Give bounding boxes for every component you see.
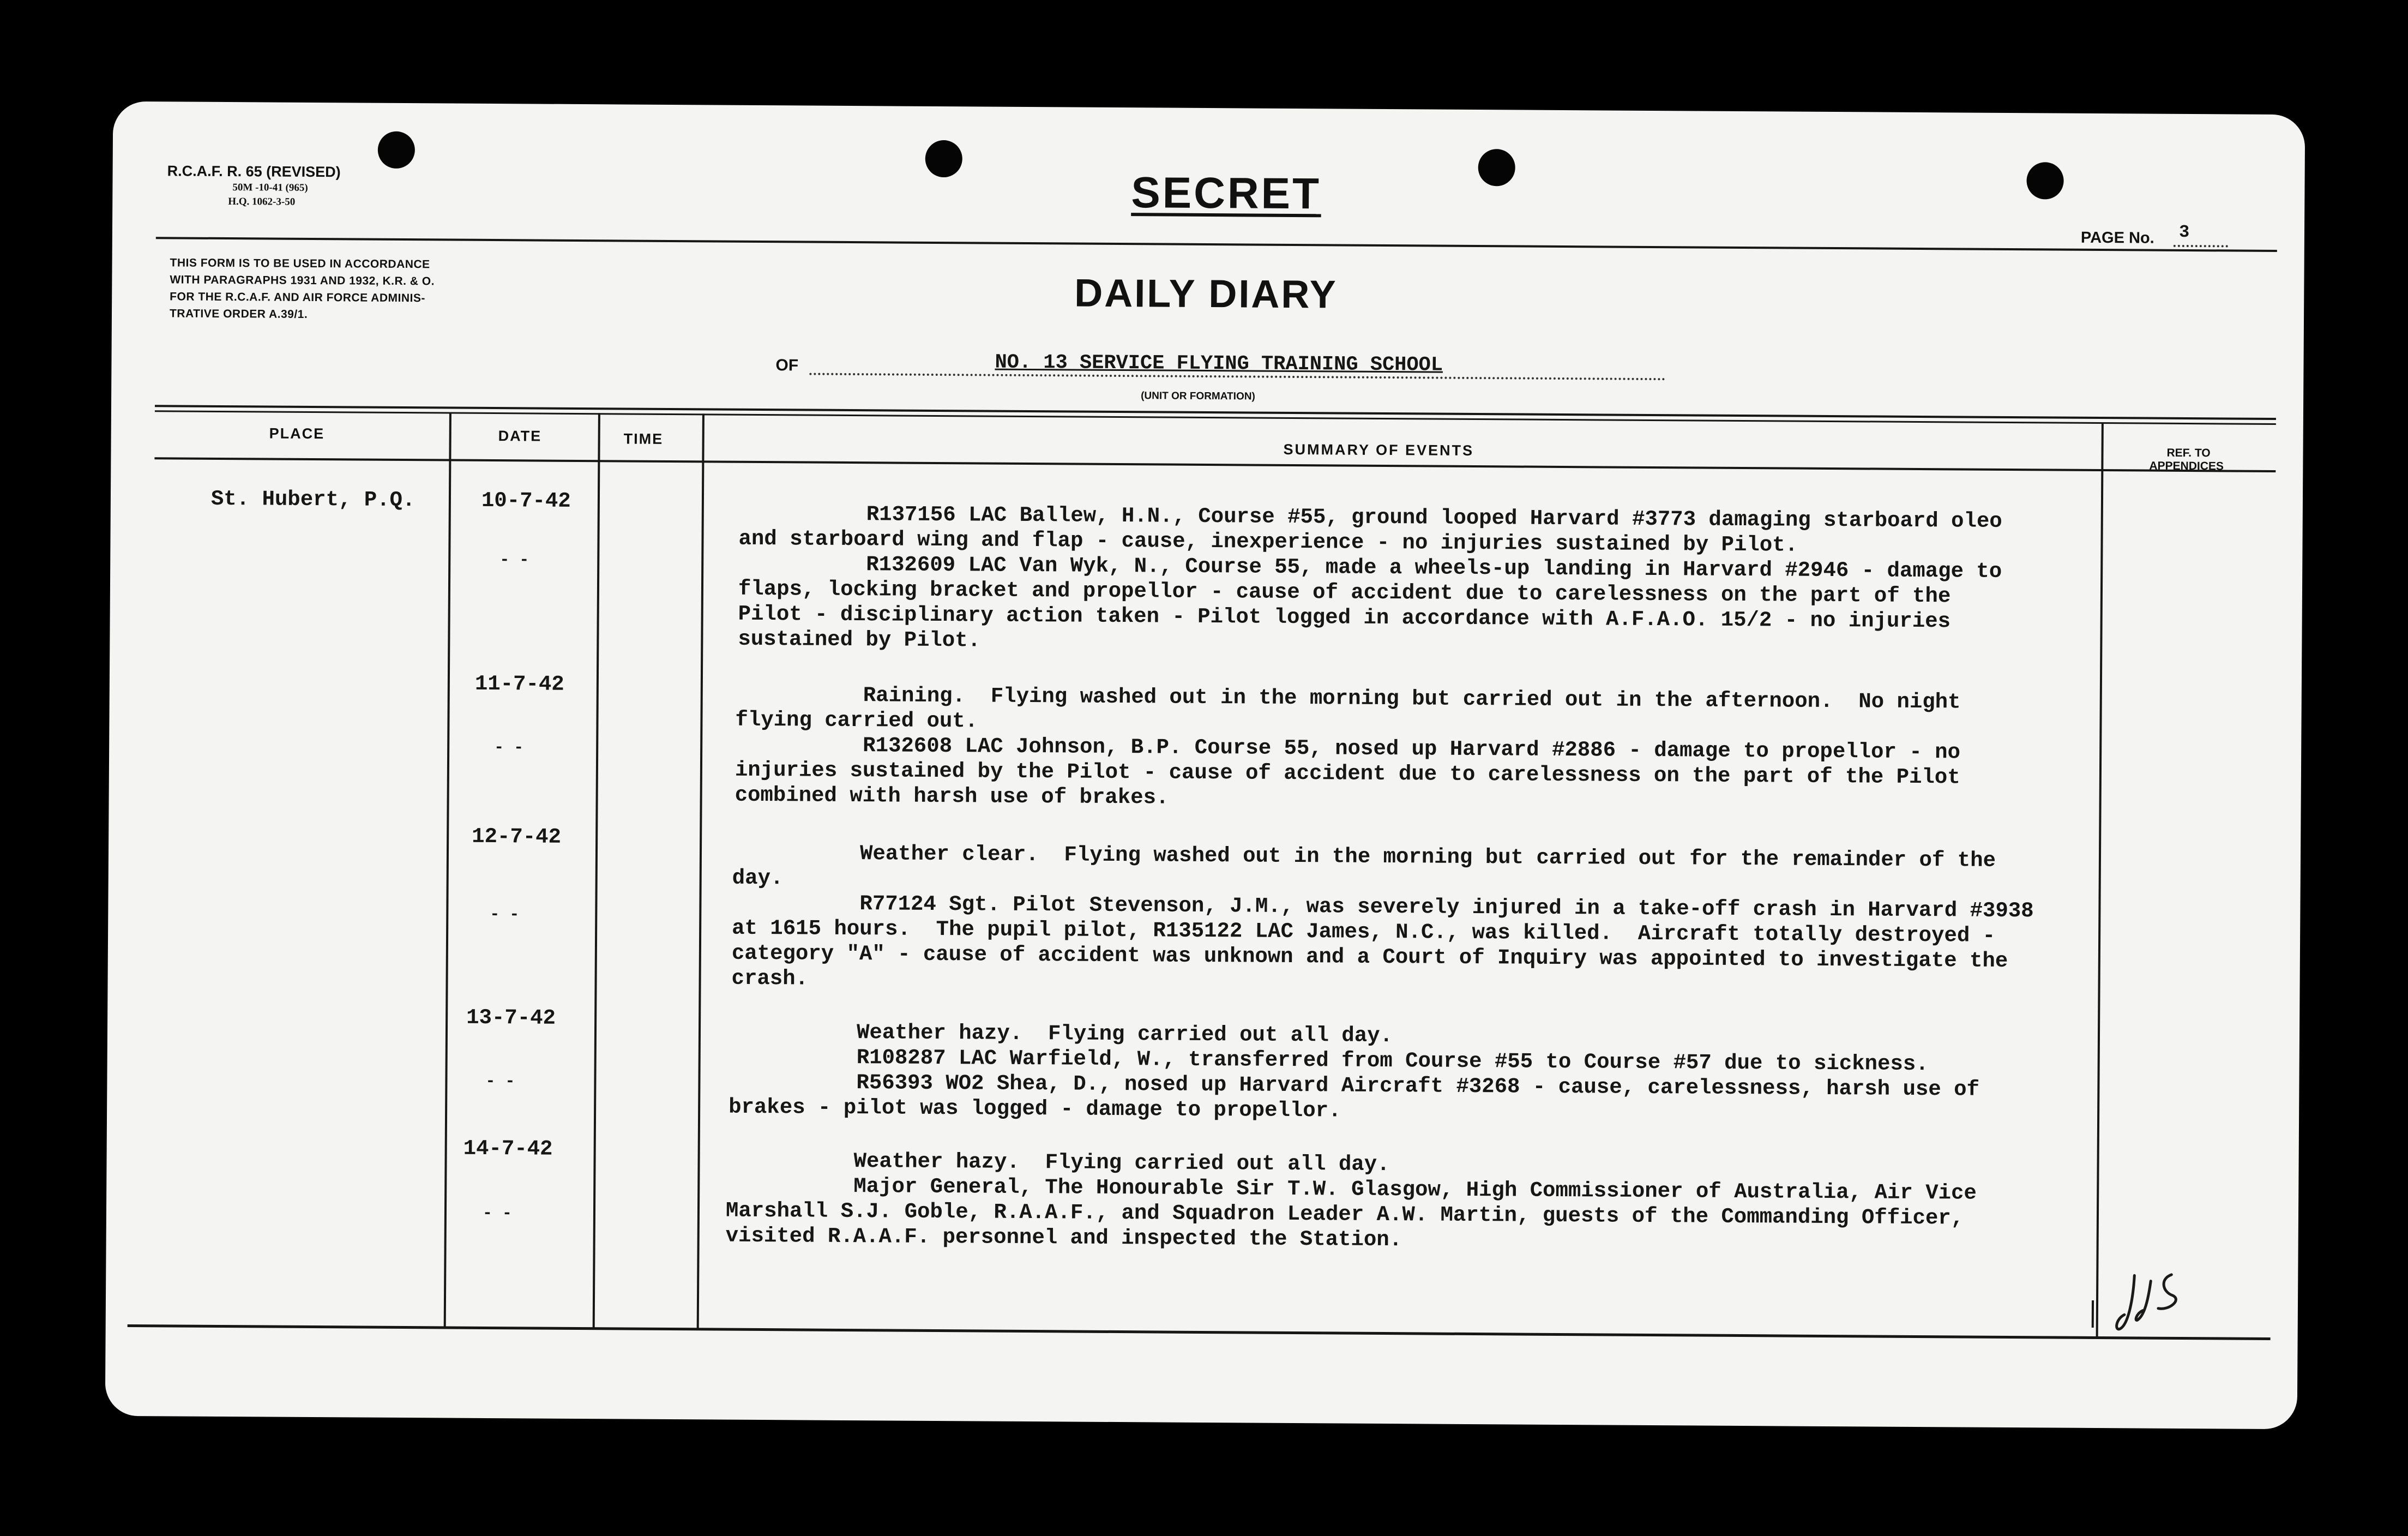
of-label: OF: [775, 356, 799, 375]
punch-hole: [1478, 149, 1515, 186]
date-cell: 11-7-42: [474, 671, 564, 697]
entry-line: day.: [732, 866, 784, 891]
entry-line: R77124 Sgt. Pilot Stevenson, J.M., was severely injured in a take-off crash in Harvard #3938: [732, 891, 2034, 923]
column-header-place: PLACE: [269, 425, 325, 442]
instruction-line: THIS FORM IS TO BE USED IN ACCORDANCE: [170, 256, 430, 271]
date-ditto: - -: [499, 551, 529, 570]
entry-line: combined with harsh use of brakes.: [735, 783, 1169, 810]
diary-entry: [738, 501, 2002, 659]
punch-hole: [925, 140, 962, 177]
entry-line: category "A" - cause of accident was unknown and a Court of Inquiry was appointed to investigate the: [731, 941, 2008, 973]
entry-line: R132608 LAC Johnson, B.P. Course 55, nosed up Harvard #2886 - damage to propellor - no: [735, 733, 1961, 765]
instruction-line: WITH PARAGRAPHS 1931 AND 1932, K.R. & O.: [170, 273, 435, 288]
entry-line: R56393 WO2 Shea, D., nosed up Harvard Aircraft #3268 - cause, carelessness, harsh use of: [729, 1070, 1980, 1102]
place-cell: St. Hubert, P.Q.: [210, 487, 416, 513]
classification-heading: SECRET: [1131, 168, 1322, 218]
entry-line: R132609 LAC Van Wyk, N., Course 55, made a wheels-up landing in Harvard #2946 - damage to: [738, 551, 2002, 584]
diary-entry: [735, 682, 1961, 815]
date-ditto: - -: [482, 1204, 513, 1223]
print-code: H.Q. 1062-3-50: [228, 196, 296, 208]
entry-line: brakes - pilot was logged - damage to propellor.: [729, 1095, 1341, 1123]
entry-line: flying carried out.: [735, 707, 978, 734]
date-cell: 12-7-42: [472, 824, 562, 849]
punch-hole: [2026, 162, 2063, 199]
page-title: DAILY DIARY: [1074, 271, 1338, 317]
instruction-line: FOR THE R.C.A.F. AND AIR FORCE ADMINIS-: [170, 290, 425, 305]
instruction-line: TRATIVE ORDER A.39/1.: [169, 307, 308, 321]
form-id: R.C.A.F. R. 65 (REVISED): [167, 163, 341, 181]
entry-line: flaps, locking bracket and propellor - cause of accident due to carelessness on the part of the: [738, 577, 1951, 609]
entry-line: R137156 LAC Ballew, H.N., Course #55, ground looped Harvard #3773 damaging starboard oleo: [738, 501, 2002, 533]
page-label: PAGE No.: [2080, 229, 2154, 247]
print-code: 50M -10-41 (965): [232, 182, 308, 194]
unit-name: NO. 13 SERVICE FLYING TRAINING SCHOOL: [995, 351, 1443, 377]
entry-line: visited R.A.A.F. personnel and inspected the Station.: [725, 1223, 1402, 1252]
handwritten-initials: [2112, 1264, 2189, 1341]
entry-line: and starboard wing and flap - cause, inexperience - no injuries sustained by Pilot.: [738, 526, 1798, 557]
diary-entry: [731, 841, 2034, 999]
form-instructions: [170, 254, 435, 323]
entry-line: Weather hazy. Flying carried out all day.: [726, 1148, 1390, 1177]
column-header-ref: REF. TO: [2166, 446, 2211, 460]
page-number: 3: [2178, 221, 2190, 243]
entry-line: sustained by Pilot.: [738, 627, 981, 653]
diary-entry: [729, 1019, 1980, 1127]
date-ditto: - -: [490, 905, 520, 925]
column-header-date: DATE: [498, 428, 542, 445]
entry-line: at 1615 hours. The pupil pilot, R135122 LAC James, N.C., was killed. Aircraft totally destroyed -: [732, 916, 1996, 948]
entry-line: Marshall S.J. Goble, R.A.A.F., and Squadron Leader A.W. Martin, guests of the Commanding Officer,: [725, 1198, 1964, 1231]
column-header-summary: SUMMARY OF EVENTS: [1283, 441, 1474, 459]
entry-line: Major General, The Honourable Sir T.W. Glasgow, High Commissioner of Australia, Air Vice: [726, 1173, 1977, 1205]
entry-line: crash.: [731, 966, 809, 991]
punch-hole: [378, 131, 415, 169]
date-cell: 14-7-42: [463, 1136, 553, 1161]
diary-entry: [726, 1148, 1977, 1256]
entry-line: R108287 LAC Warfield, W., transferred from Course #55 to Course #57 due to sickness.: [729, 1045, 1929, 1077]
column-header-ref: APPENDICES: [2149, 459, 2224, 473]
diary-page: [105, 101, 2305, 1430]
date-ditto: - -: [485, 1072, 515, 1091]
column-header-time: TIME: [623, 430, 664, 447]
entry-line: Raining. Flying washed out in the morning but carried out in the afternoon. No night: [735, 682, 1961, 715]
entry-line: injuries sustained by the Pilot - cause of accident due to carelessness on the part of the Pilot: [735, 758, 1960, 790]
entry-line: Pilot - disciplinary action taken - Pilot logged in accordance with A.F.A.O. 15/2 - no injuries: [738, 602, 1951, 634]
date-cell: 10-7-42: [481, 488, 571, 513]
entry-line: Weather clear. Flying washed out in the morning but carried out for the remainder of the: [732, 841, 1996, 873]
date-cell: 13-7-42: [466, 1005, 556, 1030]
date-ditto: - -: [494, 739, 524, 758]
entry-line: Weather hazy. Flying carried out all day.: [729, 1019, 1393, 1048]
unit-caption: (UNIT OR FORMATION): [1141, 390, 1255, 403]
